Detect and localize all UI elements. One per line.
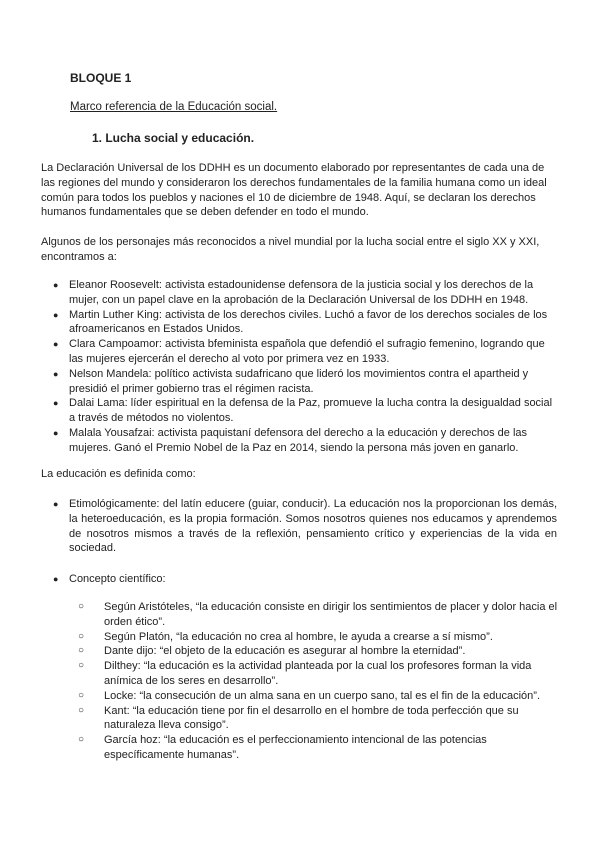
bullet-icon: ● [53, 309, 59, 320]
bullet-icon: ● [53, 280, 59, 290]
list-item: ○ Dilthey: “la educación es la actividad planteada por la cual los profesores forman la vida anímica de los seres en desarrollo”. [78, 660, 532, 687]
list-item: ○ Según Aristóteles, “la educación consiste en dirigir los sentimientos de placer y dolor hacia el orden ético”. [78, 601, 558, 628]
list-item: ● Martin Luther King: activista de los derechos civiles. Luchó a favor de los derechos sociales de los afroamericanos en Estados Unidos. [53, 308, 548, 336]
bullet-icon: ● [53, 427, 59, 438]
bullet-icon: ● [53, 574, 59, 584]
list-item: ● Malala Yousafzai: activista paquistaní defensora del derecho a la educación y derechos de las mujeres. Ganó el Premio Nobel de la Paz en 2014, siendo la persona más joven en ganarlo. [53, 426, 528, 454]
circle-bullet-icon: ○ [78, 645, 85, 657]
subtitle: Marco referencia de la Educación social. [70, 101, 278, 113]
circle-bullet-icon: ○ [78, 660, 85, 672]
scientific-list [41, 572, 557, 587]
list-item-etymology: ● Etimológicamente: del latín educere (guiar, conducir). La educación nos la proporcionan los demás, la heteroeducación, es la propia formación. Somos nosotros quienes nos educamos y aprendemos de nosotros mismos a través de la reflexión, pensamiento crítico y experiencias de la vida en sociedad. [53, 498, 557, 555]
circle-bullet-icon: ○ [78, 689, 85, 701]
definitions-list [78, 600, 558, 763]
list-item: ● Dalai Lama: líder espiritual en la defensa de la Paz, promueve la lucha contra la desigualdad social a través de métodos no violentos. [53, 397, 553, 425]
bullet-icon: ● [53, 398, 59, 409]
figures-intro: Algunos de los personajes más reconocidos a nivel mundial por la lucha social entre el siglo XX y XXI, encontramos a: [41, 236, 540, 263]
list-item: ● Clara Campoamor: activista bfeminista española que defendió el sufragio femenino, logrando que las mujeres ejercerán el derecho al voto por primera vez en 1933. [53, 338, 545, 365]
education-intro: La educación es definida como: [41, 468, 196, 480]
education-list [41, 497, 557, 556]
circle-bullet-icon: ○ [78, 734, 85, 746]
list-item: ● Nelson Mandela: político activista sudafricano que lideró los movimientos contra el apartheid y presidió el primer gobierno tras el régimen racista. [53, 367, 529, 395]
bullet-icon: ● [53, 368, 59, 379]
circle-bullet-icon: ○ [78, 601, 85, 612]
block-title: BLOQUE 1 [70, 71, 132, 85]
intro-paragraph: La Declaración Universal de los DDHH es un documento elaborado por representantes de cada una de las regiones del mundo y consideraron los derechos fundamentales de la familia humana como un ideal común para todos los pueblos y naciones el 10 de diciembre de 1948. Aquí, se declaran los derechos humanos fundamentales que se deben defender en todo el mundo. [41, 162, 547, 219]
list-item: ○ Según Platón, “la educación no crea al hombre, le ayuda a crearse a sí mismo”. [78, 630, 493, 643]
list-item: ○ Kant: “la educación tiene por fin el desarrollo en el hombre de toda perfección que su naturaleza lleva consigo”. [78, 704, 519, 732]
list-item: ○ Dante dijo: “el objeto de la educación es asegurar al hombre la eternidad”. [78, 645, 466, 658]
bullet-icon: ● [53, 499, 59, 509]
section-title: 1. Lucha social y educación. [92, 131, 255, 145]
list-item: ● Eleanor Roosevelt: activista estadounidense defensora de la justicia social y los derechos de la mujer, con un papel clave en la aprobación de la Declaración Universal de los DDHH en 1948. [53, 279, 534, 306]
bullet-icon: ● [53, 339, 59, 350]
figures-list [41, 278, 557, 456]
list-item-scientific: ● Concepto científico: [53, 573, 166, 585]
circle-bullet-icon: ○ [78, 630, 85, 642]
circle-bullet-icon: ○ [78, 704, 85, 716]
list-item: ○ Locke: “la consecución de un alma sana en un cuerpo sano, tal es el fin de la educación”. [78, 689, 540, 702]
list-item: ○ García hoz: “la educación es el perfeccionamiento intencional de las potencias específicamente humanas”. [78, 734, 487, 761]
